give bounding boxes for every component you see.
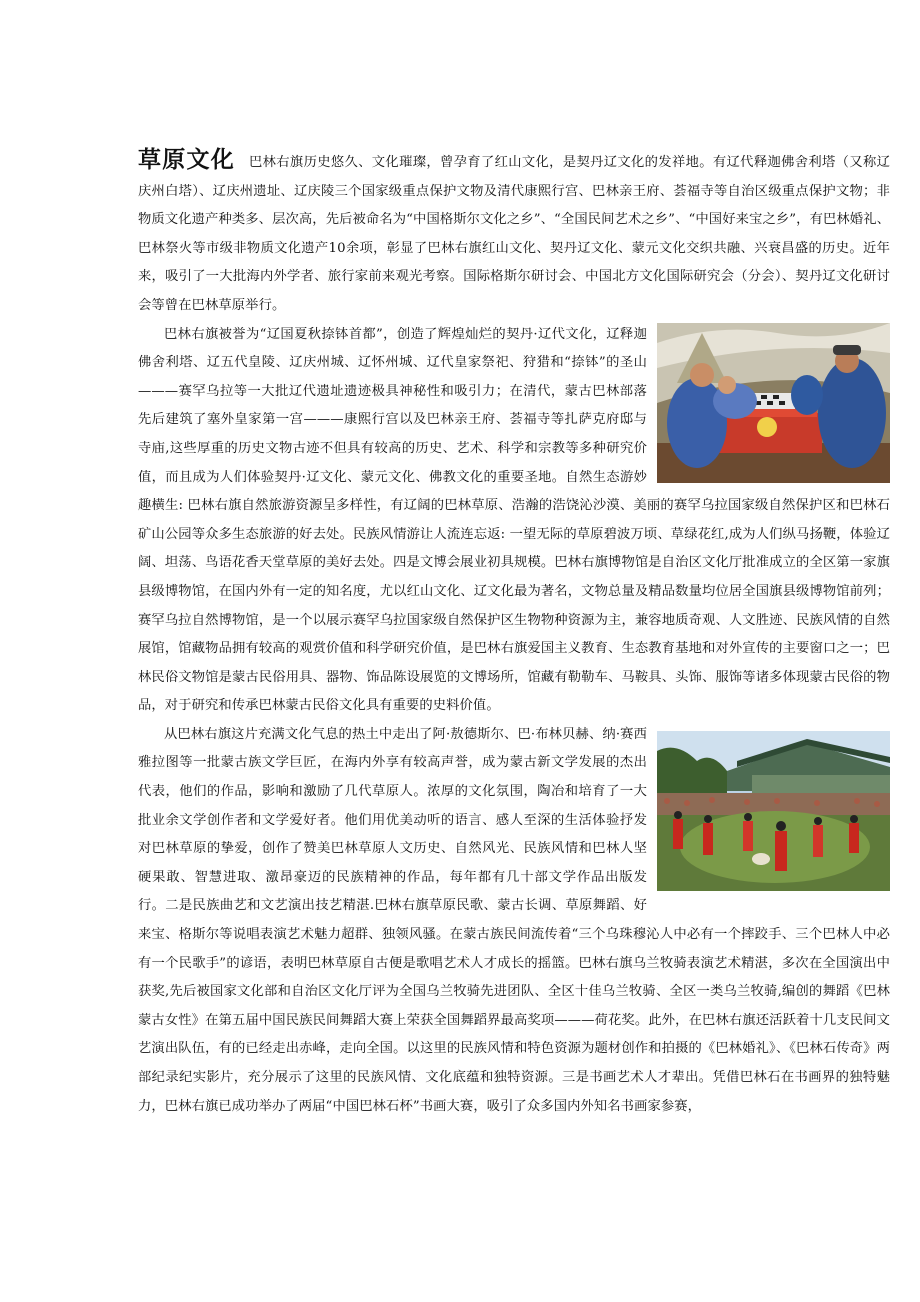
document-page xyxy=(138,146,890,1121)
heritage-paragraph: 巴林右旗被誉为“辽国夏秋捺钵首都”，创造了辉煌灿烂的契丹·辽代文化，辽释迦佛舍利塔、辽五代皇陵、辽庆州城、辽怀州城、辽代皇家祭祀、狩猎和“捺钵”的圣山———赛罕乌拉等一大批辽代遗址遗迹极具神秘性和吸引力；在清代，蒙古巴林部落先后建筑了塞外皇家第一宫———康熙行宫以及巴林亲王府、荟福寺等扎萨克府邸与寺庙,这些厚重的历史文物古迹不但具有较高的历史、艺术、科学和宗教等多种研究价值，而且成为人们体验契丹·辽文化、蒙元文化、佛教文化的重要圣地。自然生态游妙趣横生: 巴林右旗自然旅游资源呈多样性，有辽阔的巴林草原、浩瀚的浩饶沁沙漠、美丽的赛罕乌拉国家级自然保护区和巴林石矿山公园等众多生态旅游的好去处。民族风情游让人流连忘返: 一望无际的草原碧波万顷、草绿花红,成为人们纵马扬鞭，体验辽阔、坦荡、鸟语花香天堂草原的美好去处。四是文博会展业初具规模。巴林右旗博物馆是自治区文化厅批准成立的全区第一家旗县级博物馆，在国内外有一定的知名度，尤以红山文化、辽文化最为著名，文物总量及精品数量均位居全国旗县级博物馆前列；赛罕乌拉自然博物馆，是一个以展示赛罕乌拉国家级自然保护区生物物种资源为主，兼容地质奇观、人文胜迹、民族风情的自然展馆，馆藏物品拥有较高的观赏价值和科学研究价值，是巴林右旗爱国主义教育、生态教育基地和对外宣传的主要窗口之一；巴林民俗文物馆是蒙古民俗用具、器物、饰品陈设展览的文博场所，馆藏有勒勒车、马鞍具、头饰、服饰等诸多体现蒙古民俗的物品，对于研究和传承巴林蒙古民俗文化具有重要的史料价值。 xyxy=(138,326,890,714)
section-title: 草原文化 xyxy=(138,147,235,173)
photo-mongolian-chess-game xyxy=(657,323,890,483)
intro-text: 巴林右旗历史悠久、文化璀璨，曾孕育了红山文化，是契丹辽文化的发祥地。有辽代释迦佛舍利塔（又称辽庆州白塔）、辽庆州遗址、辽庆陵三个国家级重点保护文物及清代康熙行宫、巴林亲王府、荟福寺等自治区级重点保护文物；非物质文化遗产种类多、层次高，先后被命名为“中国格斯尔文化之乡”、“全国民间艺术之乡”、“中国好来宝之乡”，有巴林婚礼、巴林祭火等市级非物质文化遗产10余项，彰显了巴林右旗红山文化、契丹辽文化、蒙元文化交织共融、兴衰昌盛的历史。近年来，吸引了一大批海内外学者、旅行家前来观光考察。国际格斯尔研讨会、中国北方文化国际研究会（分会）、契丹辽文化研讨会等曾在巴林草原举行。 xyxy=(138,155,891,313)
intro-paragraph xyxy=(138,146,890,321)
photo-folk-dance-performance xyxy=(657,731,890,891)
literature-arts-paragraph: 从巴林右旗这片充满文化气息的热土中走出了阿·敖德斯尔、巴·布林贝赫、纳·赛西雅拉图等一批蒙古族文学巨匠，在海内外享有较高声誉，成为蒙古新文学发展的杰出代表，他们的作品，影响和激励了几代草原人。浓厚的文化氛围，陶冶和培育了一大批业余文学创作者和文学爱好者。他们用优美动听的语言、感人至深的生活体验抒发对巴林草原的挚爱，创作了赞美巴林草原人文历史、自然风光、民族风情和巴林人坚硬果敢、智慧进取、激昂豪迈的民族精神的作品，每年都有几十部文学作品出版发行。二是民族曲艺和文艺演出技艺精湛.巴林右旗草原民歌、蒙古长调、草原舞蹈、好来宝、格斯尔等说唱表演艺术魅力超群、独领风骚。在蒙古族民间流传着“三个乌珠穆沁人中必有一个摔跤手、三个巴林人中必有一个民歌手”的谚语，表明巴林草原自古便是歌唱艺术人才成长的摇篮。巴林右旗乌兰牧骑表演艺术精湛，多次在全国演出中获奖,先后被国家文化部和自治区文化厅评为全国乌兰牧骑先进团队、全区十佳乌兰牧骑、全区一类乌兰牧骑,编创的舞蹈《巴林蒙古女性》在第五届中国民族民间舞蹈大赛上荣获全国舞蹈界最高奖项———荷花奖。此外，在巴林右旗还活跃着十几支民间文艺演出队伍，有的已经走出赤峰，走向全国。以这里的民族风情和特色资源为题材创作和拍摄的《巴林婚礼》、《巴林石传奇》两部纪录纪实影片，充分展示了这里的民族风情、文化底蕴和独特资源。三是书画艺术人才辈出。凭借巴林石在书画界的独特魅力，巴林右旗已成功举办了两届“中国巴林石杯”书画大赛，吸引了众多国内外知名书画家参赛， xyxy=(138,726,890,1114)
